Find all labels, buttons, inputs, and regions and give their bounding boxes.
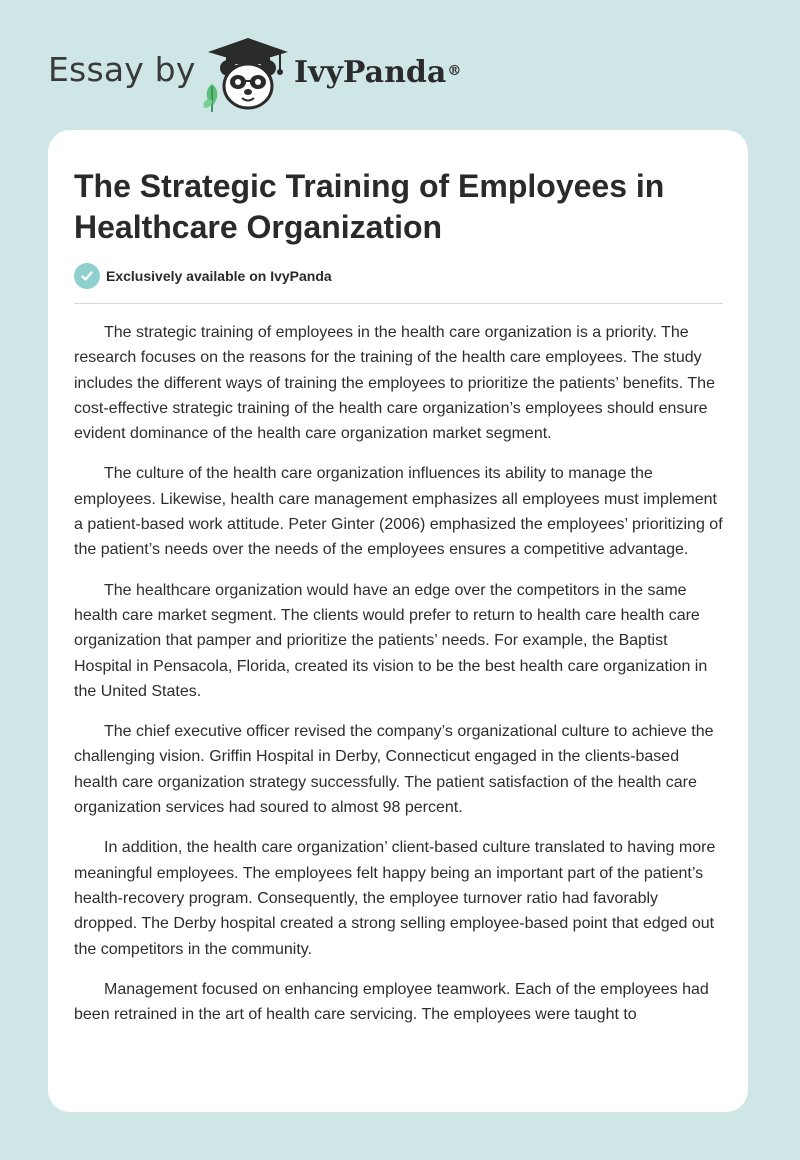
paragraph: The strategic training of employees in the health care organization is a priority. The research focuses on the reasons for the training of the health care employees. The study includes the different ways of training the employees to prioritize the patients’ benefits. The cost-effective strategic training of the health care organization’s employees should ensure evident dominance of the health care organization market segment.: [74, 324, 715, 443]
essay-by-label: Essay by: [48, 50, 196, 89]
paragraph: Management focused on enhancing employee teamwork. Each of the employees had been retrained in the art of health care servicing. The employees were taught to: [74, 980, 709, 1024]
divider: [74, 303, 723, 304]
exclusive-badge: [74, 263, 332, 289]
exclusive-label: Exclusively available on IvyPanda: [106, 268, 332, 284]
essay-title: The Strategic Training of Employees in Healthcare Organization: [74, 168, 665, 245]
paragraph: The healthcare organization would have an edge over the competitors in the same health care market segment. The clients would prefer to return to health care health care organization that pamper and prioritize the patients’ needs. For example, the Baptist Hospital in Pensacola, Florida, created its vision to be the best health care organization in the United States.: [74, 581, 708, 700]
panda-graduate-logo-icon[interactable]: [198, 34, 298, 114]
essay-body: [74, 320, 724, 1042]
paragraph: The chief executive officer revised the company’s organizational culture to achieve the challenging vision. Griffin Hospital in Derby, Connecticut engaged in the clients-based health care organization strategy successfully. The patient satisfaction of the health care organization services had soured to almost 98 percent.: [74, 723, 714, 817]
essay-card: [48, 130, 748, 1112]
paragraph: The culture of the health care organization influences its ability to manage the employees. Likewise, health care management emphasizes all employees must implement a patient-based work attitude. Peter Ginter (2006) emphasized the employees’ prioritizing of the patient’s needs over the needs of the employees ensures a competitive advantage.: [74, 465, 723, 559]
registered-mark: ®: [447, 63, 462, 79]
brand-text: IvyPanda: [294, 55, 447, 90]
check-circle-icon: [74, 263, 100, 289]
brand-name[interactable]: [294, 53, 461, 93]
site-header: [0, 0, 800, 130]
paragraph: In addition, the health care organization’ client-based culture translated to having more meaningful employees. The employees felt happy being an important part of the patient’s health-recovery program. Consequently, the employee turnover ratio had favorably dropped. The Derby hospital created a strong selling employee-based point that edged out the competitors in the community.: [74, 839, 716, 958]
